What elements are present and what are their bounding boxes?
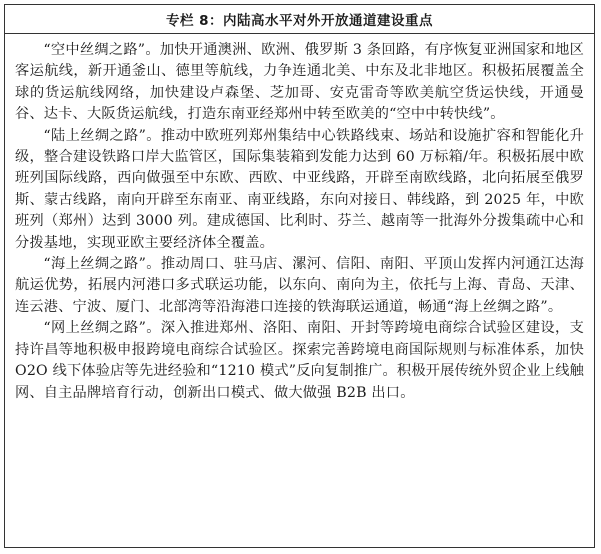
- paragraph-sea-silk-road: “海上丝绸之路”。推动周口、驻马店、漯河、信阳、南阳、平顶山发挥内河通江达海航运优势，拓展内河港口多式联运功能，以东向、南向为主，依托与上海、青岛、天津、连云港、宁波、厦门、北部湾等沿海港口连接的铁海联运通道，畅通“海上丝绸之路”。: [15, 256, 584, 315]
- column-box: [4, 4, 595, 548]
- column-title: 专栏 8：内陆高水平对外开放通道建设重点: [5, 5, 594, 34]
- paragraph-online-silk-road: “网上丝绸之路”。深入推进郑州、洛阳、南阳、开封等跨境电商综合试验区建设，支持许昌等地积极申报跨境电商综合试验区。探索完善跨境电商国际规则与标准体系，加快 O2O 线下体验店等先进经验和“1210 模式”反向复制推广。积极开展传统外贸企业上线触网、自主品牌培育行动，创新出口模式、做大做强 B2B 出口。: [15, 320, 584, 401]
- column-body: [5, 34, 594, 404]
- paragraph-air-silk-road: “空中丝绸之路”。加快开通澳洲、欧洲、俄罗斯 3 条回路，有序恢复亚洲国家和地区客运航线，新开通釜山、德里等航线，力争连通北美、中东及北非地区。积极拓展覆盖全球的货运航线网络，加快建设卢森堡、芝加哥、安克雷奇等欧美航空货运快线，开通曼谷、达卡、大阪货运航线，打造东南亚经郑州中转至欧美的“空中中转快线”。: [15, 42, 584, 123]
- paragraph-land-silk-road: “陆上丝绸之路”。推动中欧班列郑州集结中心铁路线束、场站和设施扩容和智能化升级，整合建设铁路口岸大监管区，国际集装箱到发能力达到 60 万标箱/年。积极拓展中欧班列国际线路，西向做强至中东欧、西欧、中亚线路，开辟至南欧线路，北向拓展至俄罗斯、蒙古线路，南向开辟至东南亚、南亚线路，东向对接日、韩线路，到 2025 年，中欧班列（郑州）达到 3000 列。建成德国、比利时、芬兰、越南等一批海外分拨集疏中心和分拨基地，实现亚欧主要经济体全覆盖。: [15, 127, 584, 251]
